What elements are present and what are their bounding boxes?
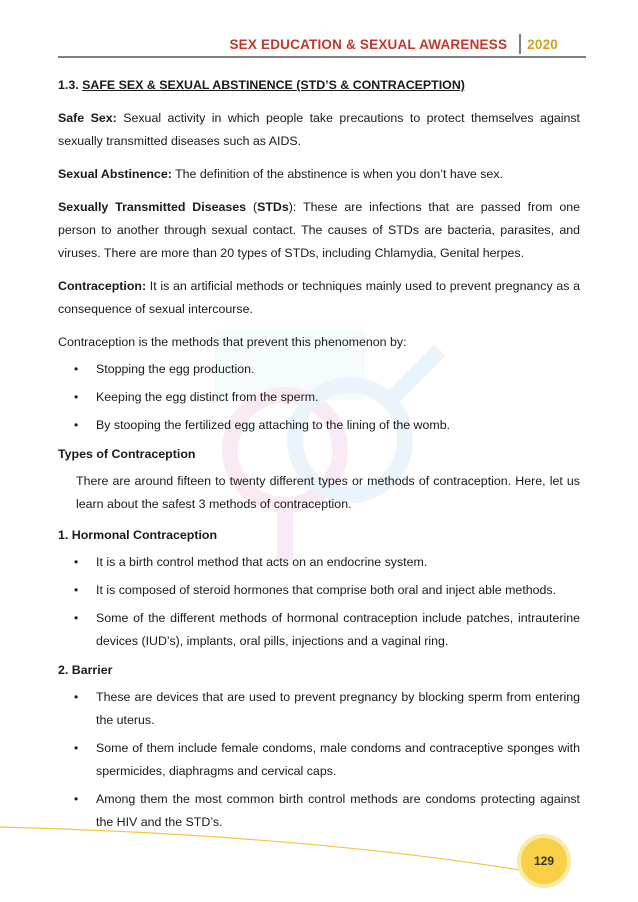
list-item: • Keeping the egg distinct from the sperm. (58, 386, 580, 409)
contraception-term: Contraception: (58, 279, 147, 293)
list-item: • Some of them include female condoms, male condoms and contraceptive sponges with spermicides, diaphragms and cervical caps. (58, 737, 580, 783)
list-item: • Among them the most common birth control methods are condoms protecting against the HIV and the STD’s. (58, 788, 580, 834)
safe-sex-term: Safe Sex: (58, 111, 117, 125)
contraception-definition (58, 275, 580, 321)
abstinence-term: Sexual Abstinence: (58, 167, 172, 181)
barrier-list (58, 686, 580, 834)
methods-list (58, 358, 580, 437)
hormonal-list (58, 551, 580, 653)
page-body (58, 74, 580, 840)
bullet-icon: • (74, 690, 79, 704)
bullet-icon: • (74, 583, 79, 597)
std-abbr: STDs (257, 200, 289, 214)
methods-intro: Contraception is the methods that prevent this phenomenon by: (58, 335, 407, 349)
section-title (58, 74, 580, 97)
types-intro: There are around fifteen to twenty different types or methods of contraception. Here, let us learn about the safest 3 methods of contraception. (76, 474, 580, 511)
std-text: ): These are infections that are passed from one person to another through sexual contact. The causes of STDs are bacteria, parasites, and viruses. There are more than 20 types of STDs, including Chlamydia, Genital herpes. (58, 200, 581, 260)
contraception-text: It is an artificial methods or techniques mainly used to prevent pregnancy as a consequence of sexual intercourse. (58, 279, 580, 316)
std-term: Sexually Transmitted Diseases (58, 200, 247, 214)
header-separator (519, 34, 521, 54)
types-heading: Types of Contraception (58, 447, 196, 461)
hormonal-heading: 1. Hormonal Contraception (58, 528, 218, 542)
bullet-icon: • (74, 555, 79, 569)
section-title-text: SAFE SEX & SEXUAL ABSTINENCE (STD’S & CONTRACEPTION) (82, 78, 465, 92)
abstinence-definition (58, 163, 580, 186)
header-year: 2020 (527, 36, 558, 52)
safe-sex-text: Sexual activity in which people take precautions to protect themselves against sexually transmitted diseases such as AIDS. (58, 111, 581, 148)
list-item: • Some of the different methods of hormonal contraception include patches, intrauterine devices (IUD’s), implants, oral pills, injections and a vaginal ring. (58, 607, 580, 653)
running-header (229, 34, 558, 54)
bullet-icon: • (74, 741, 79, 755)
safe-sex-definition (58, 107, 580, 153)
abstinence-text: The definition of the abstinence is when you don’t have sex. (171, 167, 503, 181)
barrier-heading: 2. Barrier (58, 663, 113, 677)
section-number: 1.3. (58, 78, 79, 92)
header-rule (58, 56, 586, 58)
list-item: • Stopping the egg production. (58, 358, 580, 381)
std-paren: ( (246, 200, 258, 214)
bullet-icon: • (74, 611, 79, 625)
bullet-icon: • (74, 362, 79, 376)
bullet-icon: • (74, 792, 79, 806)
bullet-icon: • (74, 390, 79, 404)
bullet-icon: • (74, 418, 79, 432)
std-definition (58, 196, 580, 265)
list-item: • These are devices that are used to prevent pregnancy by blocking sperm from entering the uterus. (58, 686, 580, 732)
header-title: SEX EDUCATION & SEXUAL AWARENESS (229, 36, 508, 52)
list-item: • By stooping the fertilized egg attaching to the lining of the womb. (58, 414, 580, 437)
list-item: • It is a birth control method that acts on an endocrine system. (58, 551, 580, 574)
list-item: • It is composed of steroid hormones that comprise both oral and inject able methods. (58, 579, 580, 602)
page-number-badge: 129 (521, 838, 567, 884)
